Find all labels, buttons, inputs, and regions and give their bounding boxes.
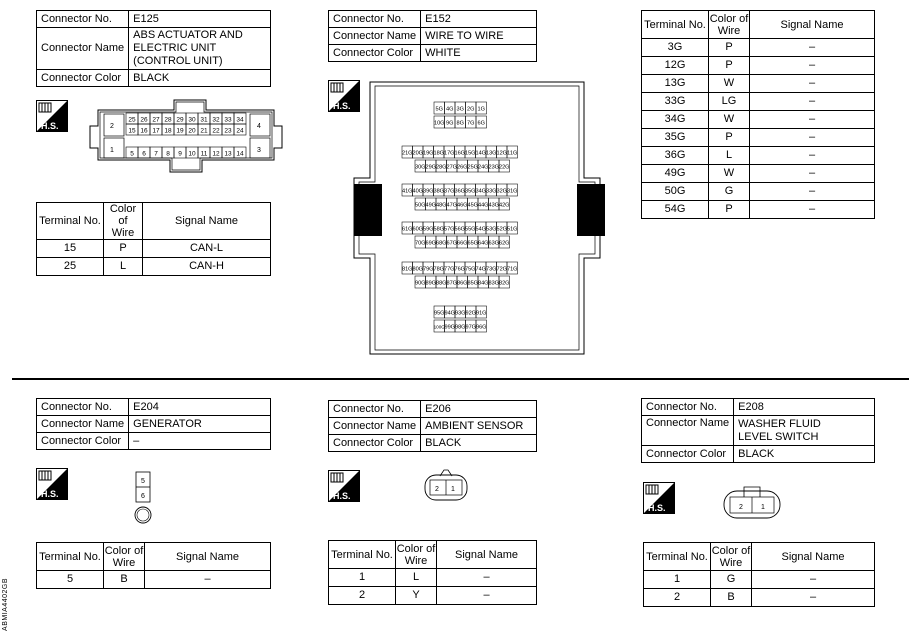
signal-header: Signal Name: [145, 543, 271, 571]
pin-label: 16: [140, 127, 148, 135]
table-row: 49G W –: [642, 165, 875, 183]
pin-label: 95G: [433, 310, 445, 317]
pin-label: 3G: [456, 106, 464, 113]
pin-label: 25: [128, 116, 136, 124]
pin-label: 34G: [475, 188, 487, 195]
pin-label: 67G: [446, 240, 458, 247]
pin-label: 9: [178, 150, 182, 158]
e125-terminal-table: [36, 202, 271, 276]
connector-color: BLACK: [129, 70, 271, 87]
table-row: 2 Y –: [329, 587, 537, 605]
pin-label: 43G: [488, 202, 500, 209]
pin-label: 86G: [456, 280, 468, 287]
pin-label: 14G: [475, 150, 487, 157]
pin-label: 19: [176, 127, 184, 135]
e206-terminal-table: [328, 540, 537, 605]
svg-text:H.S.: H.S.: [333, 491, 351, 501]
pin-label: 94G: [444, 310, 456, 317]
pin-label: 10G: [433, 120, 445, 127]
pin-label: 45G: [467, 202, 479, 209]
pin-label: 42G: [498, 202, 510, 209]
connector-name: WASHER FLUID LEVEL SWITCH: [734, 416, 875, 446]
pin-label: 55G: [464, 226, 476, 233]
pin-label: 13: [224, 150, 232, 158]
pin-label: 11: [200, 150, 208, 158]
pin-label: 92G: [465, 310, 477, 317]
svg-text:5: 5: [141, 478, 145, 485]
connector-color-label: Connector Color: [37, 433, 129, 450]
pin-label: 88G: [435, 280, 447, 287]
pin-label: 5G: [435, 106, 443, 113]
svg-text:6: 6: [141, 493, 145, 500]
terminal-header: Terminal No.: [329, 541, 396, 569]
e208-info-table: [641, 398, 875, 463]
harness-side-icon: [36, 468, 68, 500]
color-header: Color of Wire: [104, 203, 143, 240]
pin-label: 28G: [435, 164, 447, 171]
pin-label: 59G: [422, 226, 434, 233]
table-row: 3G P –: [642, 39, 875, 57]
pin-label: 32G: [496, 188, 508, 195]
pin-label: 2G: [467, 106, 475, 113]
pin-label: 69G: [425, 240, 437, 247]
pin-label: 93G: [454, 310, 466, 317]
pin-label: 13G: [485, 150, 497, 157]
pin-label: 19G: [422, 150, 434, 157]
pin-label: 64G: [477, 240, 489, 247]
pin-label: 12: [212, 150, 220, 158]
table-row: 54G P –: [642, 201, 875, 219]
e125-info-table: [36, 10, 271, 87]
color-header: Color of Wire: [709, 12, 749, 37]
connector-name-label: Connector Name: [329, 418, 421, 435]
pin-label: 10: [188, 150, 196, 158]
svg-text:1: 1: [761, 504, 765, 511]
pin-label: 40G: [412, 188, 424, 195]
svg-text:H.S.: H.S.: [333, 101, 351, 111]
connector-name-label: Connector Name: [37, 416, 129, 433]
pin-label: 100G: [433, 324, 445, 330]
connector-color-label: Connector Color: [329, 435, 421, 452]
pin-label: 33G: [485, 188, 497, 195]
table-row: 33G LG –: [642, 93, 875, 111]
pin-label: 11G: [507, 150, 518, 157]
table-row: 50G G –: [642, 183, 875, 201]
pin-label: 61G: [401, 226, 413, 233]
e152-info-table: [328, 10, 537, 62]
pin-label: 5: [130, 150, 134, 158]
pin-label: 85G: [467, 280, 479, 287]
pin-label: 21G: [401, 150, 413, 157]
pin-label: 78G: [433, 266, 445, 273]
pin-label: 27G: [446, 164, 458, 171]
table-row: 35G P –: [642, 129, 875, 147]
signal-header: Signal Name: [437, 541, 537, 569]
pin-label: 8G: [456, 120, 464, 127]
e125-connector-face: [86, 98, 286, 174]
connector-no: E125: [129, 11, 271, 28]
pin-label: 79G: [422, 266, 434, 273]
e208-terminal-table: [643, 542, 875, 607]
e206-connector-face: [424, 466, 468, 502]
pin-label: 27: [152, 116, 160, 124]
connector-color: –: [129, 433, 271, 450]
pin-label: 91G: [475, 310, 487, 317]
pin-label: 32: [212, 116, 220, 124]
pin-label: 31G: [506, 188, 518, 195]
pin-label: 22: [212, 127, 220, 135]
connector-no: E204: [129, 399, 271, 416]
pin-label: 70G: [414, 240, 426, 247]
pin-label: 77G: [443, 266, 455, 273]
pin-label: 22G: [498, 164, 510, 171]
pin-label: 6: [142, 150, 146, 158]
pin-label: 6G: [477, 120, 485, 127]
pin-label: 74G: [475, 266, 487, 273]
pin-label: 23G: [488, 164, 500, 171]
pin-label: 18G: [433, 150, 445, 157]
table-row: 1 G –: [644, 571, 875, 589]
pin-label: 35G: [464, 188, 476, 195]
connector-name-label: Connector Name: [642, 416, 734, 446]
document-code: ABMIA4402GB: [2, 578, 9, 631]
pin-label: 80G: [412, 266, 424, 273]
connector-no-label: Connector No.: [37, 11, 129, 28]
pin-label: 87G: [446, 280, 458, 287]
e204-info-table: [36, 398, 271, 450]
pin-label: 49G: [425, 202, 437, 209]
svg-text:2: 2: [435, 486, 439, 493]
svg-text:H.S.: H.S.: [41, 489, 59, 499]
pin-label: 15G: [464, 150, 476, 157]
pin-label: 48G: [435, 202, 447, 209]
svg-text:3: 3: [257, 147, 261, 154]
pin-label: 54G: [475, 226, 487, 233]
pin-label: 16G: [454, 150, 466, 157]
pin-label: 73G: [485, 266, 497, 273]
pin-label: 30G: [414, 164, 426, 171]
connector-color-label: Connector Color: [37, 70, 129, 87]
pin-label: 60G: [412, 226, 424, 233]
pin-label: 29: [176, 116, 184, 124]
pin-label: 82G: [498, 280, 510, 287]
pin-label: 8: [166, 150, 170, 158]
pin-label: 76G: [454, 266, 466, 273]
pin-label: 20: [188, 127, 196, 135]
pin-label: 58G: [433, 226, 445, 233]
connector-no: E152: [421, 11, 537, 28]
pin-label: 38G: [433, 188, 445, 195]
pin-label: 63G: [488, 240, 500, 247]
connector-no-label: Connector No.: [329, 11, 421, 28]
svg-text:H.S.: H.S.: [648, 503, 666, 513]
connector-color: WHITE: [421, 45, 537, 62]
pin-label: 18: [164, 127, 172, 135]
pin-label: 26: [140, 116, 148, 124]
pin-label: 89G: [425, 280, 437, 287]
pin-label: 50G: [414, 202, 426, 209]
pin-label: 24G: [477, 164, 489, 171]
pin-label: 62G: [498, 240, 510, 247]
pin-label: 46G: [456, 202, 468, 209]
terminal-header: Terminal No.: [37, 543, 104, 571]
pin-label: 15: [128, 127, 136, 135]
pin-label: 33: [224, 116, 232, 124]
signal-header: Signal Name: [143, 203, 271, 240]
e152-connector-face: [345, 80, 610, 356]
pin-label: 25G: [467, 164, 479, 171]
connector-name-label: Connector Name: [329, 28, 421, 45]
pin-label: 12G: [496, 150, 508, 157]
pin-label: 53G: [485, 226, 497, 233]
table-row: 25 L CAN-H: [37, 258, 271, 276]
connector-name: AMBIENT SENSOR: [421, 418, 537, 435]
pin-label: 71G: [506, 266, 518, 273]
pin-label: 47G: [446, 202, 458, 209]
e208-connector-face: [723, 484, 781, 520]
e204-connector-face: [130, 470, 156, 528]
e206-info-table: [328, 400, 537, 452]
pin-label: 26G: [456, 164, 468, 171]
svg-text:4: 4: [257, 123, 261, 130]
connector-name: ABS ACTUATOR AND ELECTRIC UNIT (CONTROL UNIT): [129, 28, 271, 70]
pin-label: 81G: [401, 266, 413, 273]
pin-label: 65G: [467, 240, 479, 247]
color-header: Color of Wire: [711, 544, 751, 569]
harness-side-icon: [643, 482, 675, 514]
connector-color: BLACK: [421, 435, 537, 452]
pin-label: 83G: [488, 280, 500, 287]
table-row: 12G P –: [642, 57, 875, 75]
pin-label: 9G: [446, 120, 454, 127]
connector-no-label: Connector No.: [37, 399, 129, 416]
pin-label: 72G: [496, 266, 508, 273]
color-header: Color of Wire: [104, 544, 144, 569]
pin-label: 36G: [454, 188, 466, 195]
pin-label: 1G: [477, 106, 485, 113]
pin-label: 29G: [425, 164, 437, 171]
pin-label: 41G: [401, 188, 413, 195]
e204-terminal-table: [36, 542, 271, 589]
pin-label: 7G: [467, 120, 475, 127]
pin-label: 24: [236, 127, 244, 135]
pin-label: 28: [164, 116, 172, 124]
pin-label: 39G: [422, 188, 434, 195]
pin-label: 51G: [506, 226, 518, 233]
pin-label: 14: [236, 150, 244, 158]
section-divider: [12, 378, 909, 380]
table-row: 1 L –: [329, 569, 537, 587]
connector-color: BLACK: [734, 446, 875, 463]
pin-label: 57G: [443, 226, 455, 233]
pin-label: 34: [236, 116, 244, 124]
pin-label: 96G: [475, 324, 487, 331]
svg-text:H.S.: H.S.: [41, 121, 59, 131]
connector-no-label: Connector No.: [642, 399, 734, 416]
pin-label: 68G: [435, 240, 447, 247]
svg-text:1: 1: [110, 147, 114, 154]
table-row: 5 B –: [37, 571, 271, 589]
connector-no: E206: [421, 401, 537, 418]
pin-label: 17G: [443, 150, 455, 157]
harness-side-icon: [36, 100, 68, 132]
pin-label: 97G: [465, 324, 477, 331]
harness-side-icon: [328, 470, 360, 502]
svg-text:2: 2: [739, 504, 743, 511]
pin-label: 30: [188, 116, 196, 124]
signal-header: Signal Name: [752, 543, 875, 571]
pin-label: 99G: [444, 324, 456, 331]
connector-name: WIRE TO WIRE: [421, 28, 537, 45]
pin-label: 31: [200, 116, 208, 124]
connector-no: E208: [734, 399, 875, 416]
terminal-header: Terminal No.: [37, 203, 104, 240]
signal-header: Signal Name: [750, 11, 875, 39]
terminal-header: Terminal No.: [642, 11, 709, 39]
connector-color-label: Connector Color: [329, 45, 421, 62]
svg-text:1: 1: [451, 486, 455, 493]
pin-label: 75G: [464, 266, 476, 273]
pin-label: 66G: [456, 240, 468, 247]
table-row: 36G L –: [642, 147, 875, 165]
table-row: 13G W –: [642, 75, 875, 93]
pin-label: 7: [154, 150, 158, 158]
table-row: 2 B –: [644, 589, 875, 607]
terminal-header: Terminal No.: [644, 543, 711, 571]
pin-label: 17: [152, 127, 160, 135]
connector-name-label: Connector Name: [37, 28, 129, 70]
table-row: 15 P CAN-L: [37, 240, 271, 258]
pin-label: 52G: [496, 226, 508, 233]
pin-label: 37G: [443, 188, 455, 195]
svg-text:2: 2: [110, 123, 114, 130]
pin-label: 23: [224, 127, 232, 135]
pin-label: 90G: [414, 280, 426, 287]
connector-color-label: Connector Color: [642, 446, 734, 463]
pin-label: 44G: [477, 202, 489, 209]
pin-label: 56G: [454, 226, 466, 233]
color-header: Color of Wire: [396, 542, 436, 567]
pin-label: 20G: [412, 150, 424, 157]
connector-name: GENERATOR: [129, 416, 271, 433]
pin-label: 4G: [446, 106, 454, 113]
e152-terminal-table: [641, 10, 875, 219]
pin-label: 98G: [454, 324, 466, 331]
pin-label: 84G: [477, 280, 489, 287]
connector-no-label: Connector No.: [329, 401, 421, 418]
table-row: 34G W –: [642, 111, 875, 129]
pin-label: 21: [200, 127, 208, 135]
